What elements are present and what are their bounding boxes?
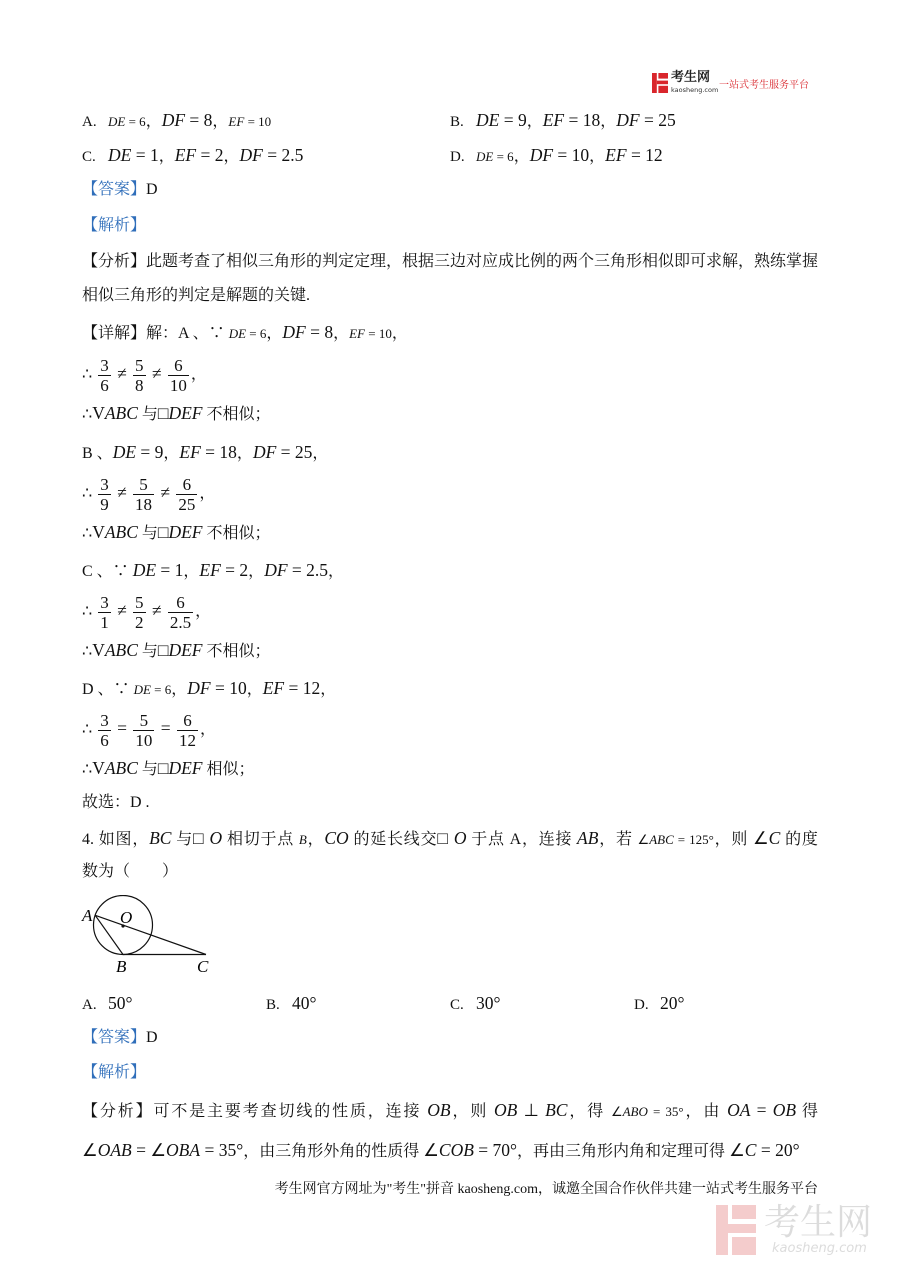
q3-option-b — [450, 108, 676, 132]
math-variable: CO — [324, 828, 349, 848]
option-label: A. — [82, 997, 97, 1013]
text-run: ， — [212, 113, 229, 130]
math-variable: EF — [228, 114, 245, 129]
math-expression: = 25 — [276, 442, 313, 462]
text-run: ， — [589, 148, 606, 165]
option-label: C. — [82, 149, 96, 165]
text-run: ，由三角形外角的性质得 — [243, 1143, 424, 1160]
math-variable: O — [209, 828, 223, 848]
text-run: 【详解】解：A 、∵ — [82, 325, 229, 342]
option-label: B. — [450, 114, 464, 130]
text-run: 与 — [171, 831, 194, 848]
math-expression: ∠ — [82, 1140, 98, 1160]
header-slogan: 一站式考生服务平台 — [719, 80, 809, 91]
fraction — [133, 593, 146, 632]
math-expression: V — [92, 758, 105, 778]
math-expression: = 6 — [493, 149, 514, 164]
text-run: ， — [306, 831, 325, 848]
q3-conclusion-line — [82, 756, 255, 780]
fraction-numerator: 3 — [100, 710, 109, 730]
text-run: ， — [183, 563, 200, 580]
option-content — [108, 110, 272, 130]
fraction-numerator: 6 — [168, 356, 189, 376]
text-run: ， — [526, 113, 543, 130]
text-run: ∴ — [82, 406, 93, 423]
math-variable: O — [453, 828, 467, 848]
q4-option-c — [450, 991, 501, 1015]
math-variable: OBA — [166, 1140, 201, 1160]
q3-conclusion-line — [82, 638, 271, 662]
math-variable: DF — [187, 678, 211, 698]
text-run: ， — [391, 325, 408, 342]
text-run: ， — [145, 113, 162, 130]
math-expression: = 20° — [756, 1140, 800, 1160]
footer-text: 考生网官方网址为"考生"拼音 kaosheng.com，诚邀全国合作伙伴共建一站式考生服务平台 — [274, 1182, 818, 1197]
math-variable: AB — [577, 828, 599, 848]
math-variable: ABC — [104, 403, 138, 423]
q4-option-d — [634, 991, 685, 1015]
text-run: 不相似； — [202, 406, 271, 423]
text-run: 【分析】可不是主要考查切线的性质，连接 — [82, 1103, 428, 1120]
fraction — [168, 593, 193, 632]
section-label: 【答案】 — [82, 1029, 147, 1046]
fraction — [133, 475, 154, 514]
q3-ratio-line — [82, 705, 216, 751]
option-label: D. — [450, 149, 465, 165]
math-expression: = 12 — [626, 145, 663, 165]
math-expression: 30° — [476, 993, 501, 1013]
math-variable: DE — [476, 110, 500, 130]
math-expression: = 2.5 — [262, 145, 304, 165]
text-run: ， — [266, 325, 283, 342]
option-content — [476, 993, 501, 1013]
text-run: ， — [190, 366, 207, 383]
math-variable: BC — [149, 828, 172, 848]
option-label: C. — [450, 997, 464, 1013]
math-variable: DEF — [168, 640, 203, 660]
math-variable: COB — [438, 1140, 474, 1160]
math-expression: = — [750, 1100, 773, 1120]
logo-name: 考生网 — [671, 70, 711, 85]
math-expression: V — [92, 522, 105, 542]
math-expression: 40° — [292, 993, 317, 1013]
option-content — [476, 110, 676, 130]
math-variable: OAB — [97, 1140, 132, 1160]
text-run: ∴ — [82, 721, 97, 738]
fraction-denominator: 6 — [100, 375, 109, 395]
math-variable: DE — [108, 145, 132, 165]
math-variable: EF — [174, 145, 197, 165]
text-run: ， — [163, 445, 180, 462]
text-run: ， — [199, 485, 216, 502]
text-run: B 、 — [82, 445, 113, 462]
text-run: 相似； — [202, 761, 255, 778]
math-expression: = 2.5 — [287, 560, 329, 580]
text-run: ， — [600, 113, 617, 130]
text-run: 与 — [137, 406, 158, 423]
fraction-denominator: 9 — [100, 494, 109, 514]
math-variable: EF — [542, 110, 565, 130]
math-expression: = 9 — [136, 442, 164, 462]
watermark-logo — [716, 1203, 886, 1259]
fraction-denominator: 1 — [100, 612, 109, 632]
math-variable: DF — [616, 110, 640, 130]
math-expression: □ — [157, 640, 169, 660]
fraction-denominator: 12 — [178, 730, 196, 750]
math-expression: = 9 — [499, 110, 527, 130]
fraction — [98, 356, 111, 395]
text-run: 4. 如图， — [82, 831, 150, 848]
text-run: ， — [312, 445, 329, 462]
label-a: A — [82, 906, 93, 925]
text-run: 相似三角形的判定是解题的关键. — [82, 287, 311, 304]
math-variable: OB — [494, 1100, 518, 1120]
fraction-denominator: 6 — [100, 730, 109, 750]
math-variable: DF — [264, 560, 288, 580]
watermark-logo-icon — [716, 1205, 756, 1255]
fraction — [168, 356, 189, 395]
text-run: ， — [333, 325, 350, 342]
fraction-numerator: 6 — [177, 711, 198, 731]
text-run: C 、∵ — [82, 563, 133, 580]
math-variable: DE — [133, 682, 151, 697]
option-content — [292, 993, 317, 1013]
kaosheng-logo-icon — [652, 73, 668, 93]
math-expression: ∠ — [637, 832, 650, 847]
fraction-denominator: 10 — [135, 730, 153, 750]
math-variable: EF — [349, 326, 365, 341]
math-variable: DF — [529, 145, 554, 165]
math-variable: DEF — [168, 758, 203, 778]
logo-domain: kaosheng.com — [671, 86, 719, 94]
fraction — [98, 593, 111, 632]
q3-choice-line — [82, 791, 150, 815]
math-variable: EF — [199, 560, 221, 580]
text-run: ， — [513, 148, 530, 165]
math-expression: ≠ — [147, 600, 166, 620]
section-label: 【解析】 — [82, 1064, 147, 1081]
math-expression: V — [92, 403, 105, 423]
fraction-numerator: 5 — [135, 355, 144, 375]
math-expression: □ — [437, 828, 454, 848]
fraction-numerator: 3 — [100, 474, 109, 494]
text-run: ， — [246, 681, 263, 698]
q3-detail-line — [82, 558, 344, 582]
text-run: 相切于点 — [222, 831, 299, 848]
math-expression: = 25 — [639, 110, 676, 130]
fraction-denominator: 25 — [178, 494, 196, 514]
q4-analysis-heading — [82, 1061, 146, 1085]
math-variable: ABO — [622, 1104, 648, 1119]
text-run: ，得 — [567, 1103, 611, 1120]
text-run: 的延长线交 — [348, 831, 438, 848]
fraction-denominator: 2 — [135, 612, 144, 632]
math-variable: DF — [161, 110, 186, 130]
math-variable: C — [768, 828, 781, 848]
q3-analysis-heading — [82, 214, 146, 238]
fraction-numerator: 6 — [168, 593, 193, 613]
math-expression: □ — [193, 828, 210, 848]
q3-detail-line — [82, 676, 336, 700]
math-expression: = 10 — [210, 678, 247, 698]
math-expression: = 10 — [553, 145, 590, 165]
text-run: ， — [171, 681, 188, 698]
fraction — [133, 711, 154, 750]
fraction — [98, 711, 111, 750]
math-expression: 20° — [660, 993, 685, 1013]
label-o: O — [120, 908, 133, 927]
option-content — [660, 993, 685, 1013]
math-variable: DE — [108, 114, 126, 129]
section-label: 【答案】 — [82, 181, 147, 198]
text-run: 故选：D . — [82, 794, 150, 811]
q3-option-a — [82, 108, 271, 132]
fraction-denominator: 8 — [135, 375, 144, 395]
text-run: D 、∵ — [82, 681, 134, 698]
math-expression: 50° — [108, 993, 133, 1013]
math-expression: = 10 — [365, 326, 392, 341]
math-expression: = 1 — [156, 560, 184, 580]
text-run: ，再由三角形内角和定理可得 — [517, 1143, 730, 1160]
math-variable: EF — [179, 442, 201, 462]
math-expression: = — [112, 718, 132, 738]
q4-stem-line — [82, 860, 178, 884]
fraction-numerator: 3 — [100, 592, 109, 612]
q3-answer — [82, 178, 158, 202]
fraction — [133, 356, 146, 395]
math-expression: = 6 — [150, 682, 172, 697]
q4-stem-line — [82, 826, 818, 850]
q3-conclusion-line — [82, 401, 271, 425]
q3-ratio-line — [82, 350, 207, 396]
math-expression: = 1 — [131, 145, 159, 165]
q4-option-b — [266, 991, 317, 1015]
fraction-numerator: 5 — [133, 711, 154, 731]
option-content — [108, 993, 133, 1013]
q4-analysis-line — [82, 1138, 800, 1162]
q4-answer — [82, 1026, 158, 1050]
math-variable: DF — [252, 442, 277, 462]
math-expression: ⊥ — [517, 1100, 546, 1120]
text-run: D — [146, 1029, 158, 1046]
q3-analysis-line — [82, 250, 818, 274]
option-content — [108, 145, 304, 165]
math-expression: = 8 — [305, 322, 334, 342]
math-variable: DE — [132, 560, 157, 580]
math-variable: EF — [262, 678, 285, 698]
math-expression: = 125° — [673, 832, 714, 847]
kaosheng-logo — [652, 72, 718, 96]
q3-option-d — [450, 143, 663, 167]
math-expression: = 10 — [244, 114, 272, 129]
math-expression: = 8 — [185, 110, 213, 130]
math-expression: = 2 — [220, 560, 249, 580]
text-run: ，由 — [683, 1103, 728, 1120]
math-variable: DEF — [168, 403, 203, 423]
math-expression: = 6 — [246, 326, 267, 341]
math-expression: ≠ — [112, 600, 132, 620]
math-variable: ABC — [104, 522, 138, 542]
text-run: 与 — [137, 525, 158, 542]
text-run: 得 — [796, 1103, 818, 1120]
math-expression: ≠ — [112, 482, 132, 502]
math-expression: ≠ — [112, 363, 132, 383]
math-variable: OB — [427, 1100, 451, 1120]
text-run: ， — [199, 721, 216, 738]
math-expression: ≠ — [147, 363, 166, 383]
q4-analysis-line — [82, 1098, 818, 1122]
math-variable: B — [298, 832, 307, 847]
text-run: ，则 — [450, 1103, 495, 1120]
q3-detail-line — [82, 320, 408, 344]
math-variable: OA — [727, 1100, 751, 1120]
text-run: ， — [248, 563, 265, 580]
math-expression: ∠ — [752, 828, 769, 848]
section-label: 【解析】 — [82, 217, 147, 234]
math-variable: DF — [239, 145, 263, 165]
math-variable: ABC — [649, 832, 674, 847]
label-c: C — [197, 957, 209, 976]
math-expression: □ — [157, 522, 169, 542]
watermark-name: 考生网 — [764, 1202, 873, 1243]
text-run: ∴ — [82, 485, 97, 502]
text-run: 的度 — [780, 831, 818, 848]
segment-ab — [95, 915, 123, 954]
option-label: A. — [82, 114, 97, 130]
text-run: D — [146, 181, 158, 198]
text-run: 不相似； — [202, 643, 271, 660]
text-run: ， — [158, 148, 175, 165]
math-variable: OB — [772, 1100, 797, 1120]
q3-ratio-line — [82, 469, 215, 515]
math-expression: ∠ — [423, 1140, 439, 1160]
math-expression: = 6 — [125, 114, 146, 129]
q4-option-a — [82, 991, 133, 1015]
fraction-denominator: 18 — [135, 494, 153, 514]
math-expression: ∠ — [729, 1140, 745, 1160]
math-expression: = 2 — [196, 145, 224, 165]
text-run: 不相似； — [202, 525, 271, 542]
text-run: 与 — [137, 761, 158, 778]
text-run: ， — [320, 681, 337, 698]
text-run: ， — [223, 148, 240, 165]
math-variable: ABC — [104, 758, 138, 778]
math-variable: EF — [605, 145, 627, 165]
option-content — [476, 145, 663, 165]
text-run: 于点 A，连接 — [466, 831, 578, 848]
text-run: ，若 — [598, 831, 638, 848]
watermark-domain: kaosheng.com — [772, 1241, 867, 1256]
text-run: ， — [328, 563, 345, 580]
option-label: D. — [634, 997, 649, 1013]
q3-option-c — [82, 143, 303, 167]
q3-conclusion-line — [82, 520, 271, 544]
segment-ac — [95, 915, 206, 954]
math-expression: □ — [157, 758, 169, 778]
text-run: 数为（ ） — [82, 863, 179, 880]
text-run: ∴ — [82, 525, 93, 542]
text-run: 【分析】此题考查了相似三角形的判定定理，根据三边对应成比例的两个三角形相似即可求解，熟练掌握 — [82, 253, 819, 270]
text-run: ，则 — [713, 831, 753, 848]
fraction-numerator: 3 — [100, 355, 109, 375]
math-expression: ∠ — [610, 1104, 623, 1119]
math-expression: □ — [157, 403, 169, 423]
math-expression: = 35° — [200, 1140, 244, 1160]
math-expression: = 18 — [564, 110, 601, 130]
q3-analysis-line — [82, 284, 310, 308]
label-b: B — [116, 957, 127, 976]
fraction — [177, 711, 198, 750]
text-run: ∴ — [82, 603, 97, 620]
fraction-denominator: 10 — [169, 375, 187, 395]
math-expression: ≠ — [156, 482, 175, 502]
math-variable: BC — [545, 1100, 568, 1120]
fraction-numerator: 5 — [135, 592, 144, 612]
text-run: ∴ — [82, 366, 97, 383]
math-expression: V — [92, 640, 105, 660]
fraction — [176, 475, 197, 514]
math-expression: = 70° — [473, 1140, 518, 1160]
fraction-denominator: 2.5 — [169, 612, 192, 632]
math-variable: C — [744, 1140, 757, 1160]
math-expression: = 18 — [200, 442, 237, 462]
q3-detail-line — [82, 440, 328, 464]
math-variable: DEF — [168, 522, 203, 542]
text-run: ∴ — [82, 643, 93, 660]
math-variable: DF — [282, 322, 306, 342]
math-expression: = — [156, 718, 175, 738]
math-expression: = ∠ — [131, 1140, 167, 1160]
text-run: ， — [236, 445, 253, 462]
q3-ratio-line — [82, 587, 211, 633]
option-label: B. — [266, 997, 280, 1013]
math-variable: DE — [476, 149, 494, 164]
text-run: ， — [195, 603, 212, 620]
math-expression: = 12 — [284, 678, 321, 698]
fraction — [98, 475, 111, 514]
math-expression: = 35° — [647, 1104, 684, 1119]
text-run: ∴ — [82, 761, 93, 778]
math-variable: DE — [112, 442, 137, 462]
fraction-numerator: 6 — [176, 475, 197, 495]
text-run: 与 — [137, 643, 158, 660]
fraction-numerator: 5 — [133, 475, 154, 495]
math-variable: ABC — [104, 640, 138, 660]
math-variable: DE — [228, 326, 247, 341]
tangent-circle-figure — [75, 895, 220, 980]
